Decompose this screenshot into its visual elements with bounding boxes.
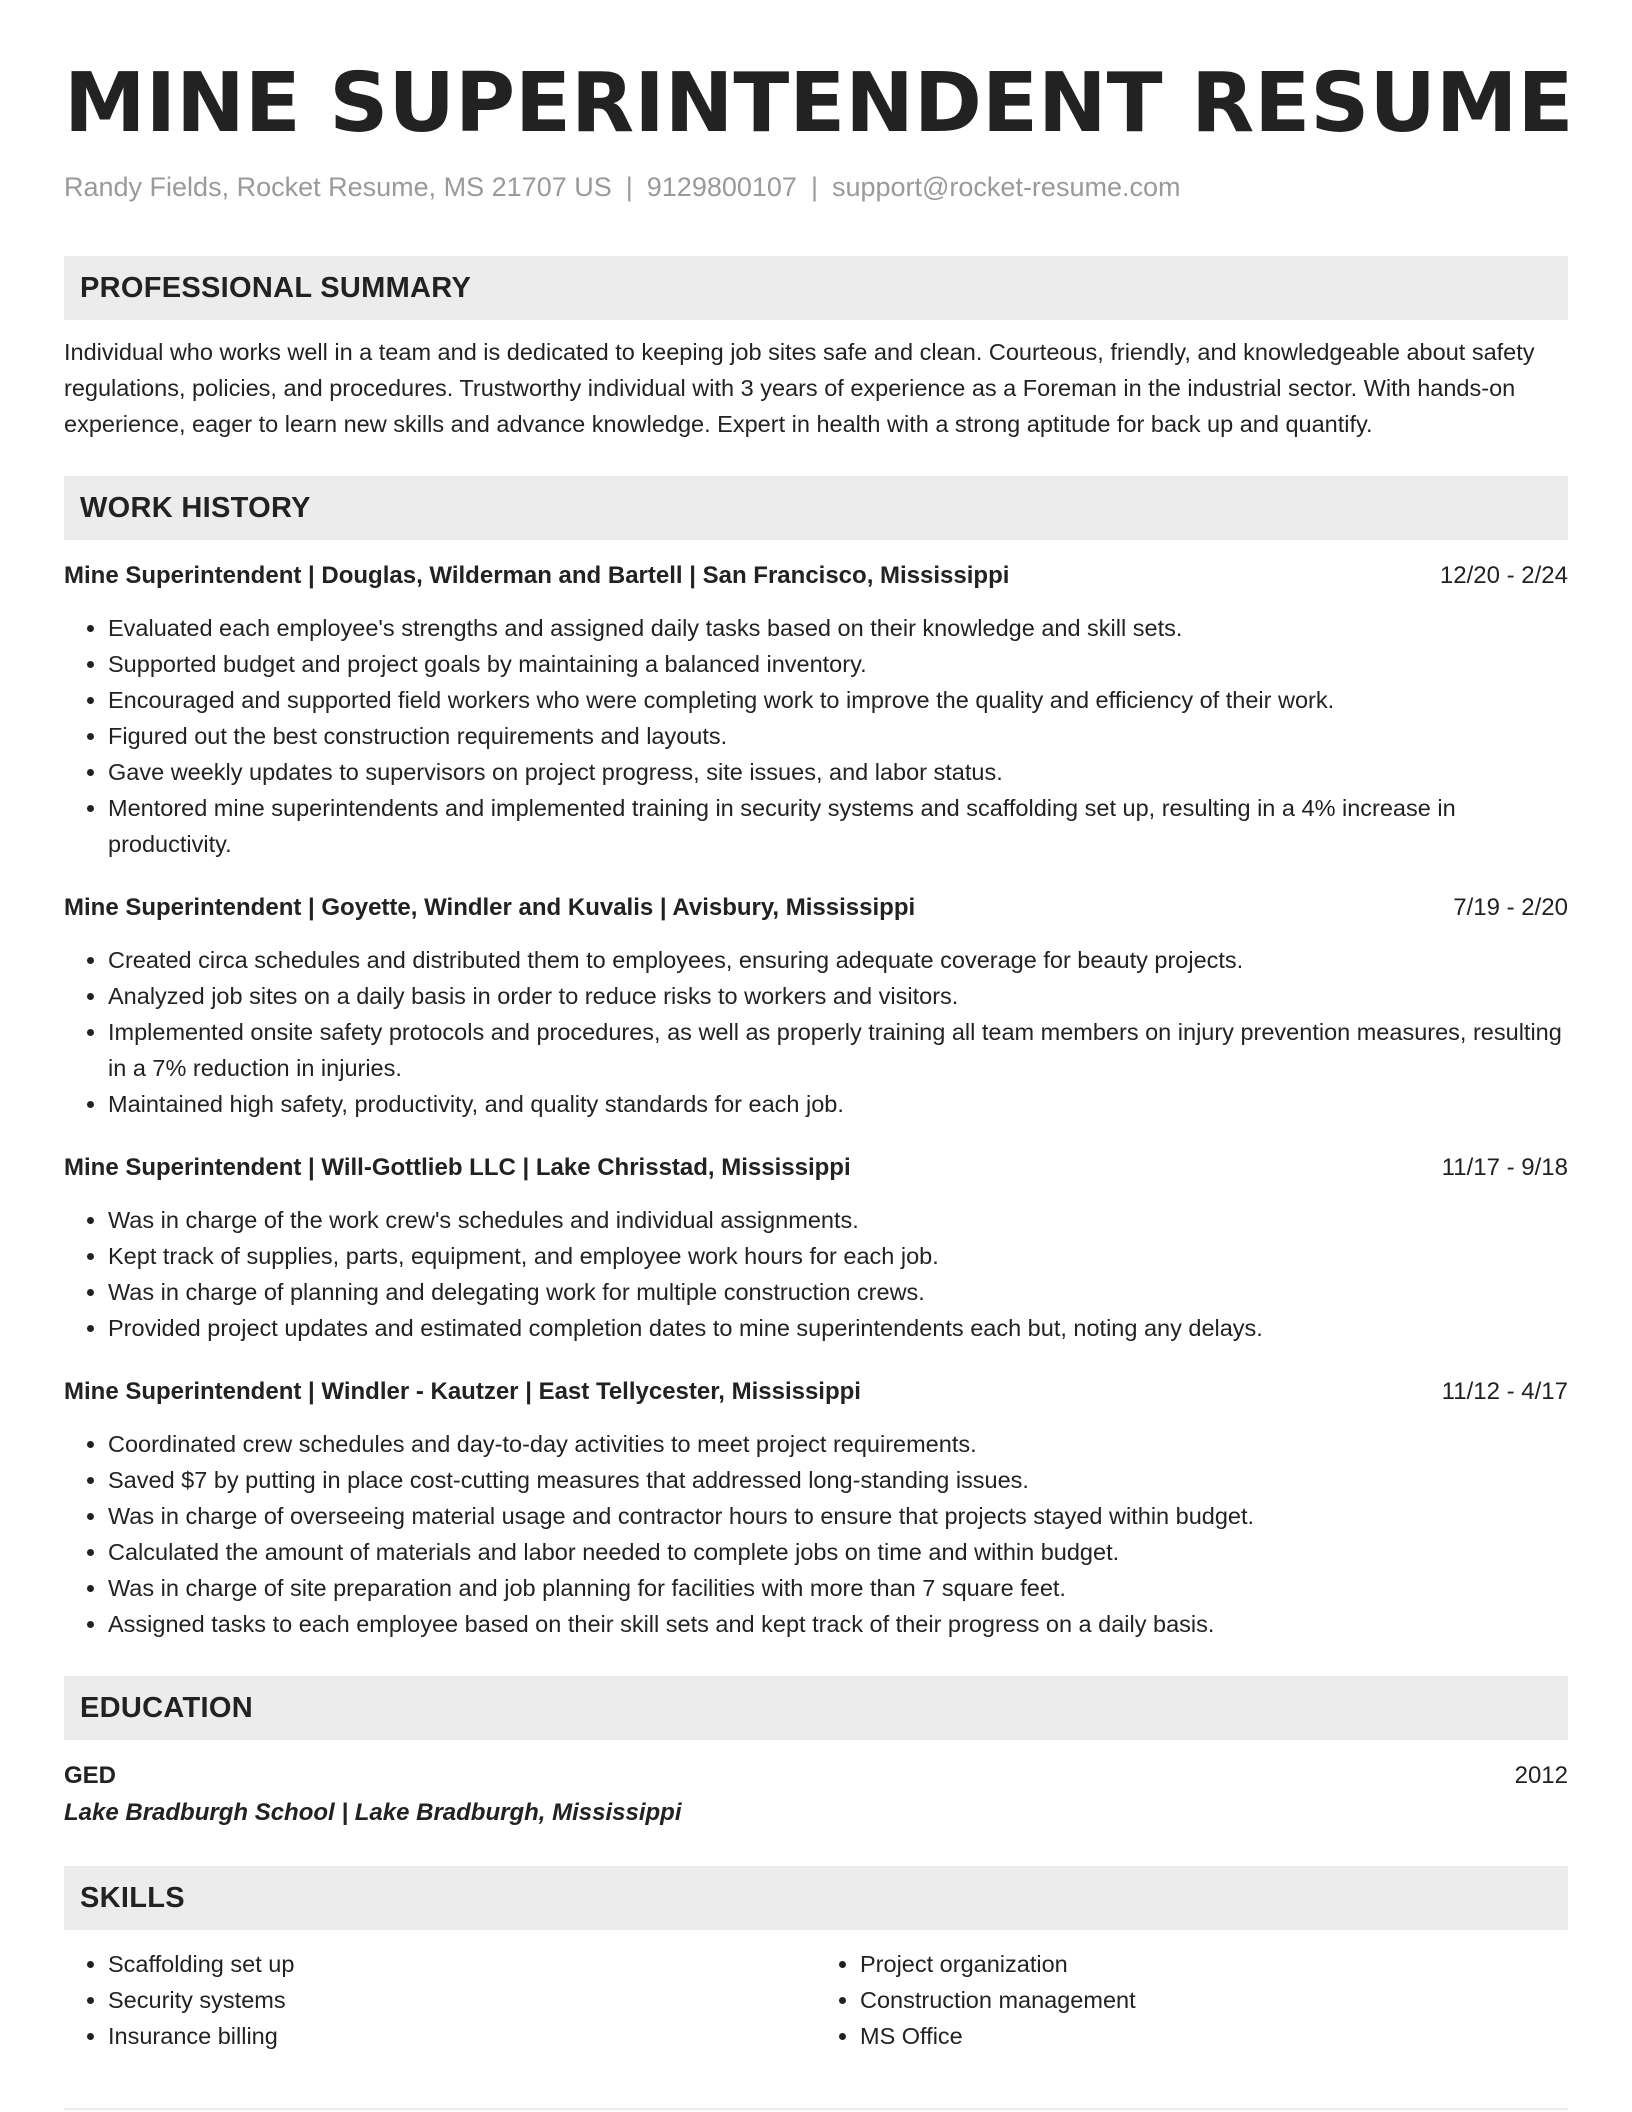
job-header [64,890,1568,926]
list-item: • Calculated the amount of materials and labor needed to complete jobs on time and within budget. [108,1534,1568,1570]
list-item: • MS Office [860,2018,1568,2054]
job-bullets [64,1426,1568,1642]
contact-address: Randy Fields, Rocket Resume, MS 21707 US [64,172,612,202]
list-item: • Insurance billing [108,2018,816,2054]
job-title: Mine Superintendent | Douglas, Wilderman and Bartell | San Francisco, Mississippi [64,562,1010,589]
list-item: • Kept track of supplies, parts, equipment, and employee work hours for each job. [108,1238,1568,1274]
job-entry [64,558,1568,862]
skills-column-right [816,1946,1568,2054]
skills-list [816,1946,1568,2054]
list-item: • Saved $7 by putting in place cost-cutting measures that addressed long-standing issues. [108,1462,1568,1498]
list-item: • Project organization [860,1946,1568,1982]
list-item: • Mentored mine superintendents and implemented training in security systems and scaffolding set up, resulting in a 4% increase in productivity. [108,790,1568,862]
job-bullets [64,610,1568,862]
list-item: • Figured out the best construction requirements and layouts. [108,718,1568,754]
education-degree: GED [64,1762,117,1789]
list-item: • Encouraged and supported field workers who were completing work to improve the quality and efficiency of their work. [108,682,1568,718]
list-item: • Analyzed job sites on a daily basis in order to reduce risks to workers and visitors. [108,978,1568,1014]
job-title: Mine Superintendent | Will-Gottlieb LLC | Lake Chrisstad, Mississippi [64,1154,851,1181]
skills-list [64,1946,816,2054]
list-item: • Was in charge of planning and delegating work for multiple construction crews. [108,1274,1568,1310]
list-item: • Construction management [860,1982,1568,2018]
job-bullets [64,1202,1568,1346]
section-header-skills: SKILLS [64,1866,1568,1930]
job-title: Mine Superintendent | Goyette, Windler and Kuvalis | Avisbury, Mississippi [64,894,916,921]
education-header [64,1758,1568,1794]
skills-column-left [64,1946,816,2054]
skills-grid [64,1946,1568,2054]
list-item: • Maintained high safety, productivity, and quality standards for each job. [108,1086,1568,1122]
contact-separator: | [810,172,818,202]
job-dates: 7/19 - 2/20 [1453,894,1568,921]
section-header-summary: PROFESSIONAL SUMMARY [64,256,1568,320]
job-header [64,558,1568,594]
job-title: Mine Superintendent | Windler - Kautzer | East Tellycester, Mississippi [64,1378,861,1405]
job-header [64,1150,1568,1186]
job-dates: 11/12 - 4/17 [1441,1378,1568,1405]
summary-text: Individual who works well in a team and is dedicated to keeping job sites safe and clean. Courteous, friendly, and knowledgeable about safety regulations, policies, and procedures. Trustworthy individual with 3 years of experience as a Foreman in the industrial sector. With hands-on experience, eager to learn new skills and advance knowledge. Expert in health with a strong aptitude for back up and quantify. [64,339,1535,437]
list-item: • Created circa schedules and distributed them to employees, ensuring adequate coverage for beauty projects. [108,942,1568,978]
list-item: • Was in charge of the work crew's schedules and individual assignments. [108,1202,1568,1238]
list-item: • Evaluated each employee's strengths and assigned daily tasks based on their knowledge and skill sets. [108,610,1568,646]
list-item: • Provided project updates and estimated completion dates to mine superintendents each but, noting any delays. [108,1310,1568,1346]
list-item: • Coordinated crew schedules and day-to-day activities to meet project requirements. [108,1426,1568,1462]
section-header-work-history: WORK HISTORY [64,476,1568,540]
list-item: • Implemented onsite safety protocols and procedures, as well as properly training all team members on injury prevention measures, resulting in a 7% reduction in injuries. [108,1014,1568,1086]
list-item: • Security systems [108,1982,816,2018]
list-item: • Scaffolding set up [108,1946,816,1982]
education-entry [64,1758,1568,1832]
list-item: • Assigned tasks to each employee based on their skill sets and kept track of their progress on a daily basis. [108,1606,1568,1642]
contact-line [64,170,1568,204]
page-title: MINE SUPERINTENDENT RESUME [64,56,1574,151]
list-item: • Was in charge of site preparation and job planning for facilities with more than 7 square feet. [108,1570,1568,1606]
education-school: Lake Bradburgh School | Lake Bradburgh, Mississippi [64,1799,682,1826]
bottom-divider [64,2108,1568,2110]
job-header [64,1374,1568,1410]
contact-separator: | [625,172,633,202]
job-entry [64,1150,1568,1346]
section-header-education: EDUCATION [64,1676,1568,1740]
list-item: • Gave weekly updates to supervisors on project progress, site issues, and labor status. [108,754,1568,790]
job-entry [64,1374,1568,1642]
job-entry [64,890,1568,1122]
list-item: • Was in charge of overseeing material usage and contractor hours to ensure that projects stayed within budget. [108,1498,1568,1534]
job-bullets [64,942,1568,1122]
contact-email: support@rocket-resume.com [831,172,1181,202]
list-item: • Supported budget and project goals by maintaining a balanced inventory. [108,646,1568,682]
contact-phone: 9129800107 [646,172,797,202]
education-year: 2012 [1514,1762,1568,1789]
job-dates: 12/20 - 2/24 [1439,562,1568,589]
job-dates: 11/17 - 9/18 [1441,1154,1568,1181]
